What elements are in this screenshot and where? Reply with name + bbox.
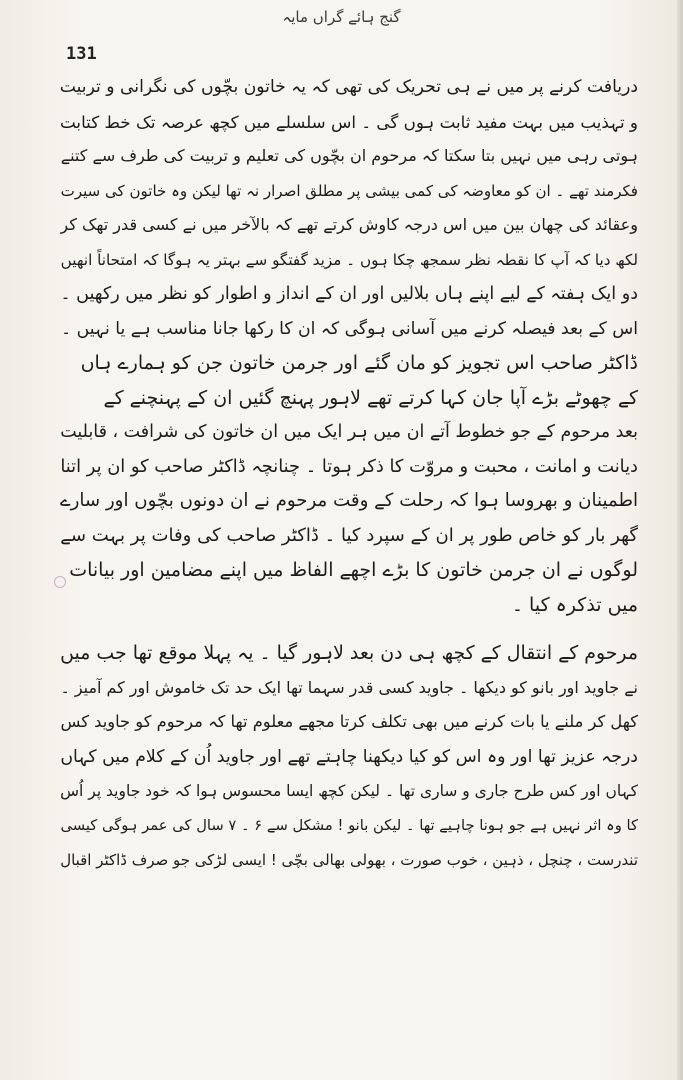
text-line: لوگوں نے ان جرمن خاتون کا بڑے اچھے الفاظ میں اپنے مضامین اور بیانات xyxy=(69,559,638,581)
page-edge xyxy=(677,0,683,1080)
text-line: کا وہ اثر نہیں ہے جو ہونا چاہیے تھا ۔ لیکن بانو ! مشکل سے ۶ ۔ ۷ سال کی عمر ہوگی کیسی xyxy=(60,816,638,834)
text-line: میں تذکرہ کیا ۔ xyxy=(511,593,638,616)
running-header: گنج ہائے گراں مایہ xyxy=(282,8,401,26)
text-line: اس کے بعد فیصلہ کرنے میں آسانی ہوگی کہ ان کا رکھا جانا مناسب ہے یا نہیں ۔ xyxy=(61,318,638,339)
text-line: کھل کر ملنے یا بات کرنے میں بھی تکلف کرتا مجھے معلوم تھا کہ مرحوم کو جاوید کس xyxy=(60,712,638,731)
ink-speck xyxy=(54,576,66,588)
text-line: کہاں اور کس طرح جاری و ساری تھا ۔ لیکن کچھ ایسا محسوس ہوا کہ خود جاوید پر اُس xyxy=(60,782,638,800)
text-line: ڈاکٹر صاحب اس تجویز کو مان گئے اور جرمن خاتون جن کو ہمارے ہاں xyxy=(80,352,638,374)
text-line: دریافت کرنے پر میں نے ہی تحریک کی تھی کہ یہ خاتون بچّوں کی نگرانی و تربیت xyxy=(60,77,638,97)
text-line: کے چھوٹے بڑے آپا جان کہا کرتے تھے لاہور پہنچ گئیں ان کے پہنچنے کے xyxy=(103,386,638,409)
page-number: 131 xyxy=(66,44,97,64)
text-line: اطمینان و بھروسا ہوا کہ رحلت کے وقت مرحوم نے ان دونوں بچّوں اور سارے xyxy=(60,490,638,511)
text-line: مرحوم کے انتقال کے کچھ ہی دن بعد لاہور گیا ۔ یہ پہلا موقع تھا جب میں xyxy=(60,642,638,664)
text-line: ہوتی رہی میں نہیں بتا سکتا کہ مرحوم ان بچّوں کی تعلیم و تربیت کی طرف سے کتنے xyxy=(60,146,638,165)
text-line: وعقائد کی چھان بین میں اس درجہ کاوش کرتے تھے کہ بالآخر میں نے کسی قدر تھک کر xyxy=(60,215,638,234)
paragraph-1 xyxy=(60,70,638,622)
text-line: لکھ دیا کہ آپ کا نقطہ نظر سمجھ چکا ہوں ۔ مزید گفتگو سے بہتر یہ ہوگا کہ امتحاناً انھیں xyxy=(60,250,638,269)
text-line: درجہ عزیز تھا اور وہ اس کو کیا دیکھنا چاہتے تھے اور جاوید اُن کے کلام میں کہاں xyxy=(60,746,638,767)
body-text xyxy=(60,70,638,878)
text-line: بعد مرحوم کے جو خطوط آتے ان میں ہر ایک میں ان خاتون کی شرافت ، قابلیت xyxy=(60,422,638,442)
paragraph-2 xyxy=(60,636,638,878)
text-line: دیانت و امانت ، محبت و مروّت کا ذکر ہوتا ۔ چنانچہ ڈاکٹر صاحب کو ان پر اتنا xyxy=(60,455,638,477)
text-line: نے جاوید اور بانو کو دیکھا ۔ جاوید کسی قدر سہما تھا ایک حد تک خاموش اور کم آمیز ۔ xyxy=(60,677,638,697)
text-line: دو ایک ہفتہ کے لیے اپنے ہاں بلالیں اور ان کے انداز و اطوار کو نظر میں رکھیں ۔ xyxy=(60,284,638,304)
text-line: تندرست ، چنچل ، ذہین ، خوب صورت ، بھولی بھالی بچّی ! ایسی لڑکی جو صرف ڈاکٹر اقبال xyxy=(60,851,638,869)
text-line: گھر بار کو خاص طور پر ان کے سپرد کیا ۔ ڈاکٹر صاحب کی وفات پر بہت سے xyxy=(60,524,638,546)
text-line: فکرمند تھے ۔ ان کو معاوضہ کی کمی بیشی پر مطلق اصرار نہ تھا لیکن وہ خاتون کی سیرت xyxy=(60,181,638,200)
text-line: و تہذیب میں بہت مفید ثابت ہوں گی ۔ اس سلسلے میں کچھ عرصہ تک خط کتابت xyxy=(60,111,638,132)
